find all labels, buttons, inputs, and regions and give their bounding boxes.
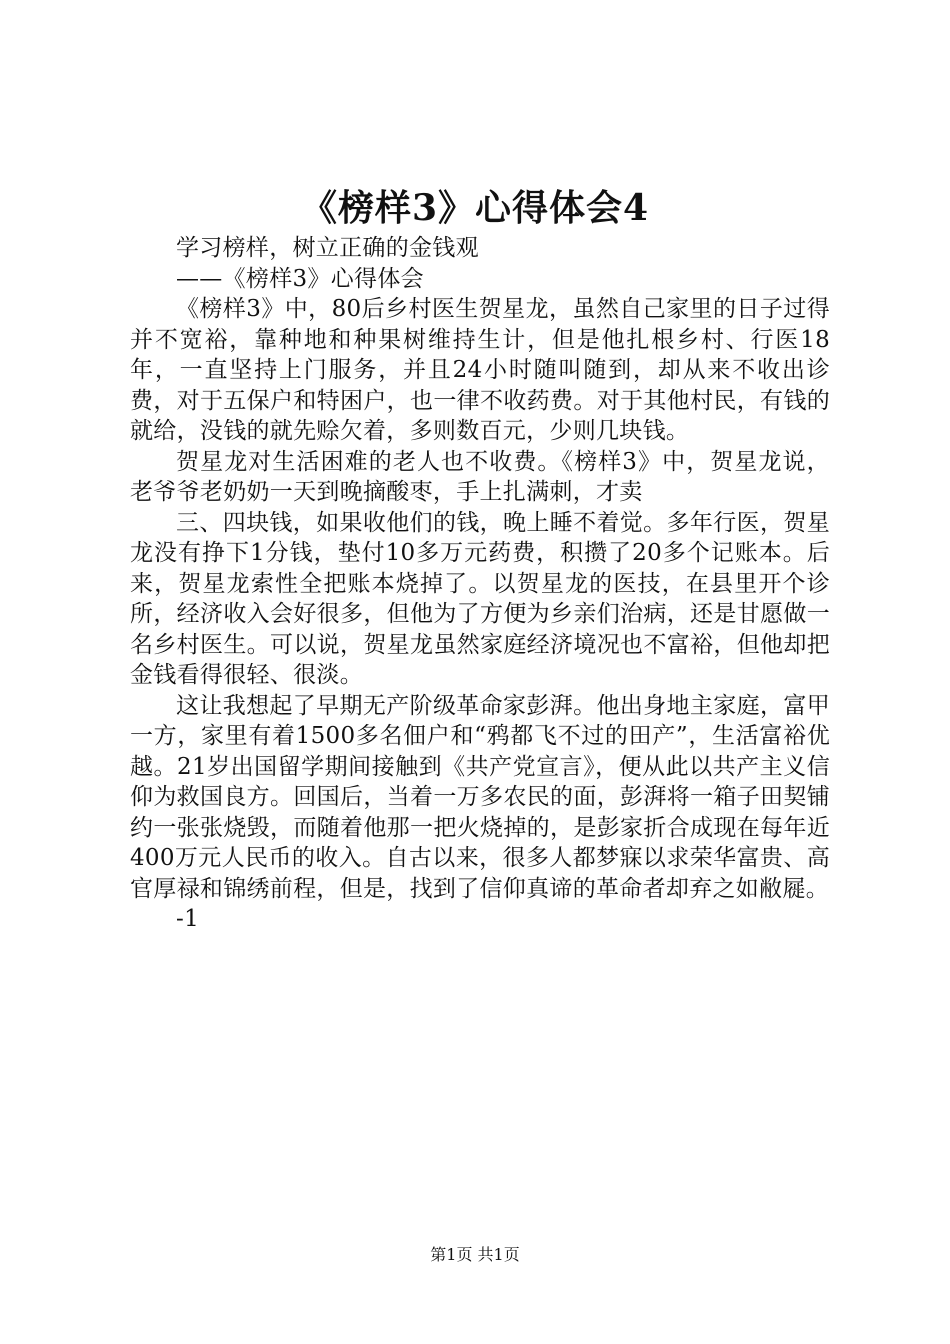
body-paragraph-1: 《榜样3》中，80后乡村医生贺星龙，虽然自己家里的日子过得并不宽裕，靠种地和种果树维持生计，但是他扎根乡村、行医18年，一直坚持上门服务，并且24小时随叫随到，却从来不收出诊费，对于五保户和特困户，也一律不收药费。对于其他村民，有钱的就给，没钱的就先赊欠着，多则数百元，少则几块钱。 (130, 296, 830, 444)
body-paragraph-3: 三、四块钱，如果收他们的钱，晚上睡不着觉。多年行医，贺星龙没有挣下1分钱，垫付10多万元药费，积攒了20多个记账本。后来，贺星龙索性全把账本烧掉了。以贺星龙的医技，在县里开个诊所，经济收入会好很多，但他为了方便为乡亲们治病，还是甘愿做一名乡村医生。可以说，贺星龙虽然家庭经济境况也不富裕，但他却把金钱看得很轻、很淡。 (130, 509, 830, 688)
body-paragraph-4: 这让我想起了早期无产阶级革命家彭湃。他出身地主家庭，富甲一方，家里有着1500多名佃户和“鸦都飞不过的田产”，生活富裕优越。21岁出国留学期间接触到《共产党宣言》，便从此以共产主义信仰为救国良方。回国后，当着一万多农民的面，彭湃将一箱子田契铺约一张张烧毁，而随着他那一把火烧掉的，是彭家折合成现在每年近400万元人民币的收入。自古以来，很多人都梦寐以求荣华富贵、高官厚禄和锦绣前程，但是，找到了信仰真谛的革命者却弃之如敝屣。 (130, 692, 830, 902)
document-title: 《榜样3》心得体会4 (300, 187, 650, 229)
body-paragraph-2: 贺星龙对生活困难的老人也不收费。《榜样3》中，贺星龙说，老爷爷老奶奶一天到晚摘酸枣，手上扎满刺，才卖 (130, 448, 830, 505)
document-body (130, 233, 830, 935)
page-marker: -1 (176, 906, 200, 932)
subtitle-source-line: ——《榜样3》心得体会 (176, 265, 424, 292)
subtitle-line: 学习榜样，树立正确的金钱观 (176, 235, 479, 261)
page-footer: 第1页 共1页 (430, 1245, 520, 1264)
